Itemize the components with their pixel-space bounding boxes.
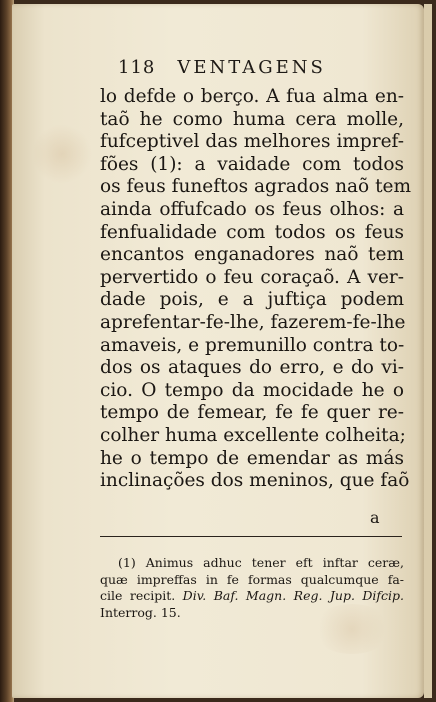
text-line: aprefentar-fe-lhe, fazerem-fe-lhe: [100, 311, 406, 333]
text-line: amaveis, e premunillo contra to-: [100, 334, 405, 356]
text-line: he o tempo de emendar as más: [100, 447, 404, 469]
text-line: fões (1): a vaidade com todos: [100, 153, 404, 175]
footnote-line: (1) Animus adhuc tener eft inftar ceræ,: [118, 555, 404, 570]
text-line: inclinações dos meninos, que faõ: [100, 470, 410, 492]
text-line: dos os ataques do erro, e do vi-: [100, 357, 404, 379]
text-line: cio. O tempo da mocidade he o: [100, 379, 404, 401]
footnote-rule: [100, 536, 402, 537]
footnote-citation: Div. Baf. Magn. Reg. Jup. Difcip.: [182, 588, 404, 604]
footnote-text: cile recipit.: [100, 588, 176, 604]
text-line: ainda offufcado os feus olhos: a: [100, 198, 404, 220]
footnote: [100, 555, 404, 621]
text-line: dade pois, e a juftiça podem: [100, 289, 404, 311]
text-line: taõ he como huma cera molle,: [100, 108, 404, 130]
footnote-line: quæ impreffas in fe formas qualcumque fa-: [100, 571, 404, 587]
body-text: [100, 86, 412, 493]
footnote-citation: Interrog. 15.: [100, 604, 181, 620]
text-line: lo defde o berço. A fua alma en-: [100, 86, 404, 107]
footnote-line: [100, 588, 404, 605]
catchword: a: [370, 508, 380, 527]
text-line: fufceptivel das melhores impref-: [100, 131, 404, 153]
page-edge: [424, 4, 432, 698]
text-line: tempo de femear, fe fe quer re-: [100, 402, 404, 424]
text-line: pervertido o feu coraçaõ. A ver-: [100, 266, 404, 288]
text-line: encantos enganadores naõ tem: [100, 244, 404, 266]
text-line: colher huma excellente colheita;: [100, 424, 406, 446]
text-line: os feus funeftos agrados naõ tem: [100, 176, 412, 198]
running-head: [118, 57, 358, 81]
running-title: VENTAGENS: [177, 57, 326, 78]
paper-stain: [32, 124, 92, 184]
text-line: fenfualidade com todos os feus: [100, 221, 404, 243]
page-number: 118: [118, 57, 156, 78]
